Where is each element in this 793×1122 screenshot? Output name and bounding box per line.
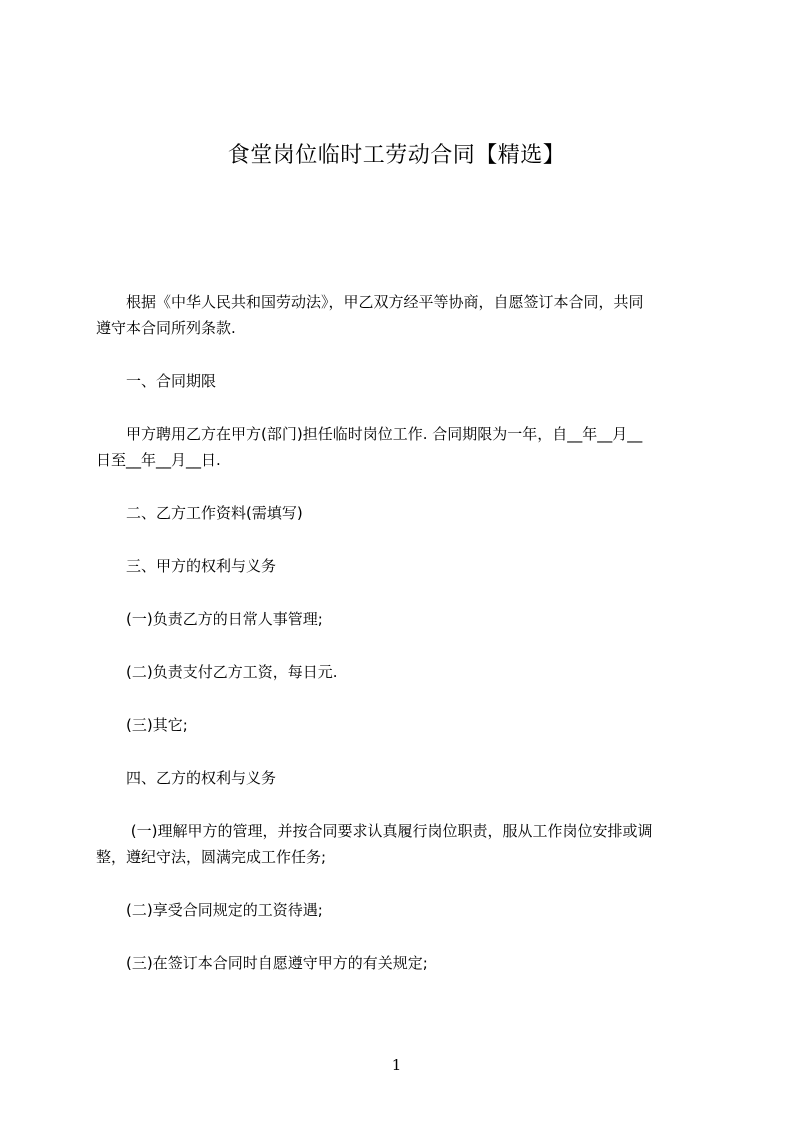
paragraph-line: (二)享受合同规定的工资待遇; (96, 901, 323, 919)
paragraph-line: (三)在签订本合同时自愿遵守甲方的有关规定; (96, 954, 428, 972)
paragraph-line: 日至__年__月__日. (96, 451, 221, 469)
clause-a-2 (96, 659, 704, 685)
clause-b-1 (96, 818, 704, 870)
section-heading-contract-term (96, 368, 704, 394)
page-number: 1 (391, 1056, 402, 1074)
paragraph-line: 四、乙方的权利与义务 (96, 769, 277, 787)
paragraph-line: (三)其它; (96, 716, 188, 734)
paragraph-line: (二)负责支付乙方工资，每日元. (96, 663, 338, 681)
paragraph-line: 甲方聘用乙方在甲方(部门)担任临时岗位工作. 合同期限为一年，自__年__月__ (96, 425, 643, 443)
paragraph-line: 遵守本合同所列条款. (96, 319, 236, 337)
document-title: 食堂岗位临时工劳动合同【精选】 (227, 143, 566, 168)
paragraph-line: 根据《中华人民共和国劳动法》，甲乙双方经平等协商，自愿签订本合同，共同 (96, 293, 644, 311)
clause-a-3 (96, 712, 704, 738)
paragraph-preamble (96, 289, 704, 341)
section-heading-party-b-rights (96, 765, 704, 791)
paragraph-line: 二、乙方工作资料(需填写) (96, 504, 303, 522)
clause-b-2 (96, 897, 704, 923)
clause-b-3 (96, 950, 704, 976)
clause-a-1 (96, 606, 704, 632)
paragraph-line: (一)负责乙方的日常人事管理; (96, 610, 323, 628)
paragraph-contract-term (96, 421, 704, 473)
section-heading-party-a-rights (96, 553, 704, 579)
paragraph-line: (一)理解甲方的管理，并按合同要求认真履行岗位职责，服从工作岗位安排或调 (96, 822, 653, 840)
paragraph-line: 三、甲方的权利与义务 (96, 557, 277, 575)
paragraph-line: 整，遵纪守法，圆满完成工作任务; (96, 848, 327, 866)
paragraph-line: 一、合同期限 (96, 372, 217, 390)
section-heading-work-info (96, 500, 704, 526)
